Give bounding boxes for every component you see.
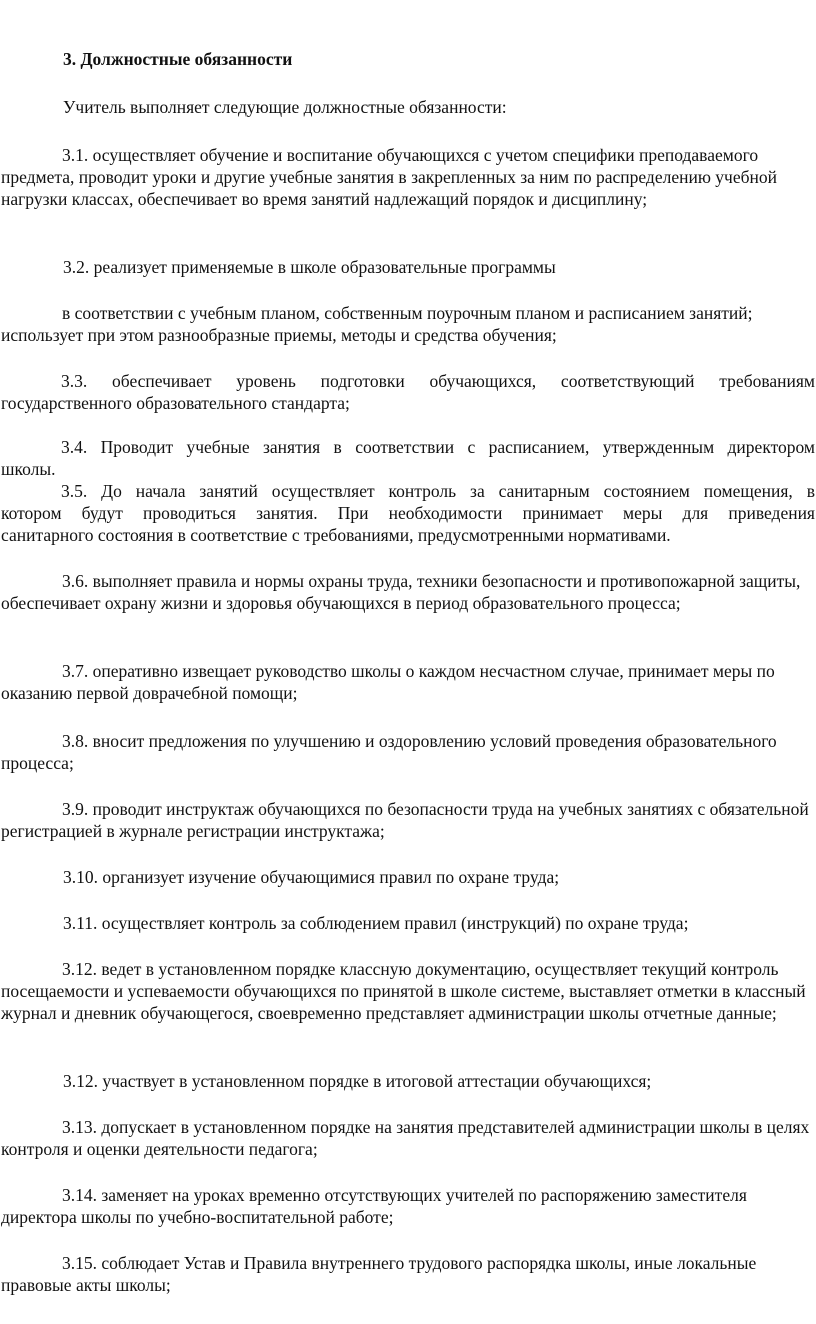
duty-3-14: 3.14. заменяет на уроках временно отсутствующих учителей по распоряжению заместителя директора школы по учебно-воспитательной работе; — [1, 1185, 747, 1227]
duty-3-4-line-2: школы. — [1, 459, 56, 479]
duty-3-10: 3.10. организует изучение обучающимися правил по охране труда; — [63, 867, 560, 887]
duty-3-5-line-3: санитарного состояния в соответствие с требованиями, предусмотренными нормативами. — [1, 525, 671, 545]
duty-3-12-attestation: 3.12. участвует в установленном порядке в итоговой аттестации обучающихся; — [63, 1071, 652, 1091]
duty-3-5 — [1, 480, 815, 546]
duty-3-3 — [1, 370, 815, 414]
duty-3-7: 3.7. оперативно извещает руководство школы о каждом несчастном случае, принимает меры по оказанию первой доврачебной помощи; — [1, 661, 775, 703]
duty-3-1: 3.1. осуществляет обучение и воспитание обучающихся с учетом специфики преподаваемого предмета, проводит уроки и другие учебные занятия в закрепленных за ним по распределению учебной нагрузки классах, обеспечивает во время занятий надлежащий порядок и дисциплину; — [1, 145, 777, 209]
duty-3-6: 3.6. выполняет правила и нормы охраны труда, техники безопасности и противопожарной защиты, обеспечивает охрану жизни и здоровья обучающихся в период образовательного процесса; — [1, 571, 801, 613]
duty-3-11: 3.11. осуществляет контроль за соблюдением правил (инструкций) по охране труда; — [63, 913, 689, 933]
duty-3-5-line-1: 3.5. До начала занятий осуществляет контроль за санитарным состоянием помещения, в — [61, 481, 815, 501]
duty-3-2-continuation: в соответствии с учебным планом, собственным поурочным планом и расписанием занятий; использует при этом разнообразные приемы, методы и средства обучения; — [1, 303, 753, 345]
duty-3-15: 3.15. соблюдает Устав и Правила внутреннего трудового распорядка школы, иные локальные правовые акты школы; — [1, 1253, 757, 1295]
duty-3-8: 3.8. вносит предложения по улучшению и оздоровлению условий проведения образовательного процесса; — [1, 731, 777, 773]
duty-3-12-documentation: 3.12. ведет в установленном порядке классную документацию, осуществляет текущий контроль посещаемости и успеваемости обучающихся по принятой в школе системе, выставляет отметки в классный журнал и дневник обучающегося, своевременно представляет администрации школы отчетные данные; — [1, 959, 806, 1023]
duty-3-4 — [1, 436, 815, 480]
intro-paragraph: Учитель выполняет следующие должностные обязанности: — [63, 97, 507, 117]
duty-3-3-line-2: государственного образовательного стандарта; — [1, 393, 350, 413]
duty-3-9: 3.9. проводит инструктаж обучающихся по безопасности труда на учебных занятиях с обязательной регистрацией в журнале регистрации инструктажа; — [1, 799, 809, 841]
duty-3-5-line-2: котором будут проводиться занятия. При необходимости принимает меры для приведения — [1, 503, 815, 523]
duty-3-3-line-1: 3.3. обеспечивает уровень подготовки обучающихся, соответствующий требованиям — [61, 371, 815, 391]
duty-3-13: 3.13. допускает в установленном порядке на занятия представителей администрации школы в целях контроля и оценки деятельности педагога; — [1, 1117, 810, 1159]
section-heading: 3. Должностные обязанности — [63, 49, 293, 69]
duty-3-4-line-1: 3.4. Проводит учебные занятия в соответствии с расписанием, утвержденным директором — [61, 437, 815, 457]
duty-3-2: 3.2. реализует применяемые в школе образовательные программы — [63, 257, 556, 277]
